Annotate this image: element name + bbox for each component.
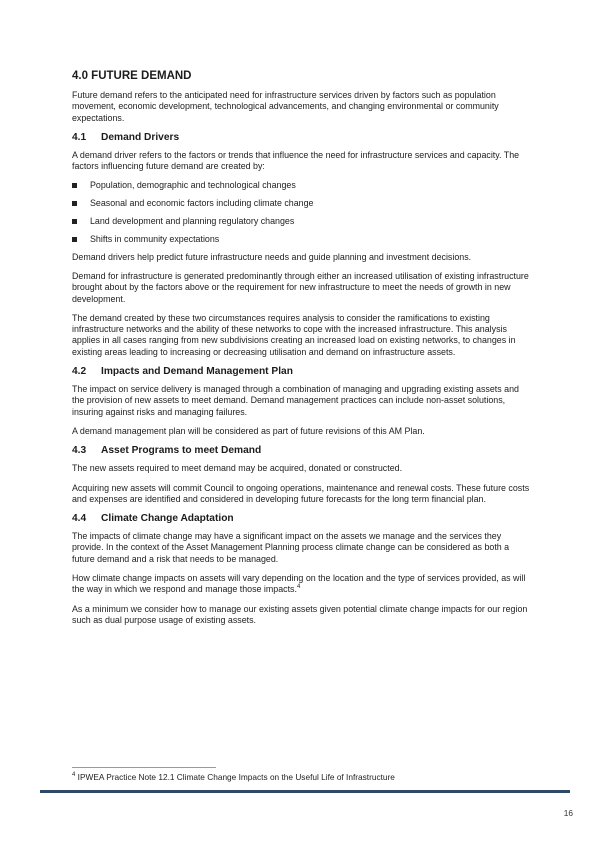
heading-number: 4.4: [72, 513, 87, 525]
paragraph-text: How climate change impacts on assets will vary depending on the location and the type of services provided, as will the way in which we respond and manage those impacts.: [72, 573, 526, 595]
paragraph: As a minimum we consider how to manage our existing assets given potential climate change impacts for our region such as dual purpose usage of existing assets.: [72, 603, 528, 625]
page-content: [72, 70, 530, 634]
heading-4-3: [72, 445, 530, 456]
paragraph: The new assets required to meet demand may be acquired, donated or constructed.: [72, 463, 403, 474]
section-title: 4.0 FUTURE DEMAND: [72, 70, 192, 82]
footnote-marker: 4: [72, 772, 76, 779]
paragraph: The demand created by these two circumstances requires analysis to consider the ramifications to existing infrastructure networks and the ability of these networks to cope with the increased infrastructure. This analysis applies in all cases ranging from new subdivisions creating an increased load on existing networks, to changes in existing areas leading to increasing or decreasing utilisation and demand on infrastructure assets.: [72, 312, 516, 357]
bullet-icon: [72, 183, 77, 188]
heading-4-4: [72, 513, 530, 524]
paragraph: A demand management plan will be considered as part of future revisions of this AM Plan.: [72, 425, 425, 436]
heading-text: Impacts and Demand Management Plan: [101, 366, 293, 378]
bullet-icon: [72, 219, 77, 224]
paragraph: [72, 573, 530, 596]
list-item: [72, 234, 530, 245]
footnote-reference[interactable]: 4: [296, 584, 301, 591]
heading-number: 4.1: [72, 131, 87, 143]
list-item: [72, 216, 530, 227]
paragraph: Acquiring new assets will commit Council to ongoing operations, maintenance and renewal costs. These future costs and expenses are identified and considered in developing future forecasts for the long term financial plan.: [72, 482, 530, 504]
paragraph: A demand driver refers to the factors or trends that influence the need for infrastructure services and capacity. The factors influencing future demand are created by:: [72, 149, 520, 172]
heading-4-1: [72, 132, 530, 143]
list-item-text: Population, demographic and technological changes: [90, 180, 296, 191]
list-item: [72, 198, 530, 209]
footnote-divider: [72, 767, 216, 768]
heading-text: Climate Change Adaptation: [101, 513, 234, 525]
footnote: [72, 772, 395, 782]
paragraph: Demand drivers help predict future infrastructure needs and guide planning and investment decisions.: [72, 251, 472, 262]
section-intro: Future demand refers to the anticipated need for infrastructure services driven by factors such as population movement, economic development, technological advancements, and changing environmental or community expectations.: [72, 90, 499, 123]
paragraph: The impact on service delivery is managed through a combination of managing and upgrading existing assets and the provision of new assets to meet demand. Demand management practices can include non-asset solutions, insuring against risks and managing failures.: [72, 384, 519, 417]
heading-4-2: [72, 366, 530, 377]
bullet-icon: [72, 201, 77, 206]
bullet-list: [72, 180, 530, 245]
heading-number: 4.2: [72, 366, 87, 378]
heading-number: 4.3: [72, 445, 87, 457]
list-item-text: Land development and planning regulatory changes: [90, 216, 295, 227]
list-item-text: Seasonal and economic factors including climate change: [90, 198, 314, 209]
paragraph: The impacts of climate change may have a significant impact on the assets we manage and the services they provide. In the context of the Asset Management Planning process climate change can be considered as both a future demand and a risk that needs to be managed.: [72, 531, 510, 564]
heading-text: Demand Drivers: [101, 131, 180, 143]
footnote-text: IPWEA Practice Note 12.1 Climate Change Impacts on the Useful Life of Infrastructure: [75, 772, 395, 782]
footer-bar: [40, 790, 570, 793]
heading-text: Asset Programs to meet Demand: [101, 445, 262, 457]
list-item: [72, 180, 530, 191]
bullet-icon: [72, 237, 77, 242]
page-number: 16: [563, 808, 573, 818]
list-item-text: Shifts in community expectations: [90, 233, 220, 244]
paragraph: Demand for infrastructure is generated predominantly through either an increased utilisation of existing infrastructure brought about by the factors above or the requirement for new infrastructure to meet the needs of growth in new development.: [72, 270, 529, 304]
